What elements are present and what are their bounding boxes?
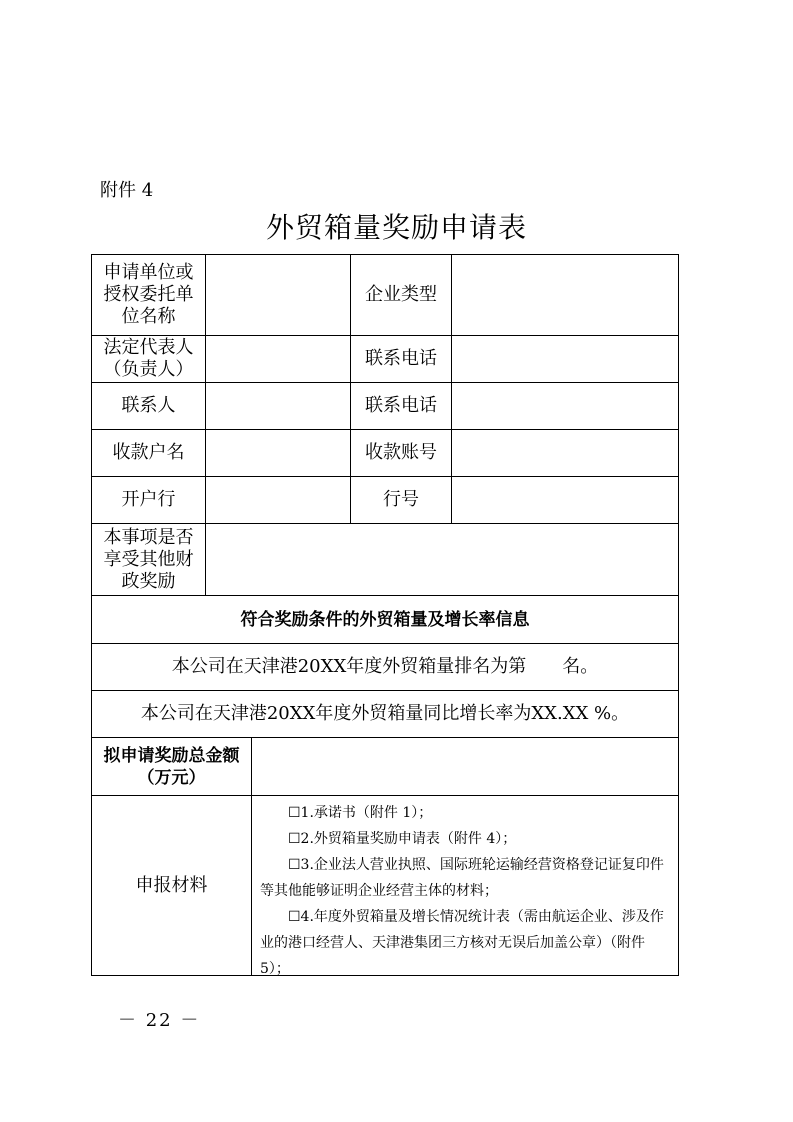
form-row-total xyxy=(92,738,679,796)
total-amount-field[interactable] xyxy=(252,738,679,795)
material-item-3[interactable]: ☐3.企业法人营业执照、国际班轮运输经营资格登记证复印件等其他能够证明企业经营主体的材料； xyxy=(260,857,664,899)
phone-label-1: 联系电话 xyxy=(351,336,452,382)
total-amount-label: 拟申请奖励总金额（万元） xyxy=(92,738,252,795)
form-row-other-subsidy xyxy=(92,524,679,596)
materials-label: 申报材料 xyxy=(92,796,252,975)
phone-label-2: 联系电话 xyxy=(351,383,452,429)
phone-field-2[interactable] xyxy=(452,383,679,429)
payee-label: 收款户名 xyxy=(92,430,206,476)
material-item-4[interactable]: ☐4.年度外贸箱量及增长情况统计表（需由航运企业、涉及作业的港口经营人、天津港集团三方核对无误后加盖公章）（附件 5）； xyxy=(260,909,664,977)
page-number: － 22 － xyxy=(118,1010,201,1031)
bank-field[interactable] xyxy=(206,477,351,523)
application-form xyxy=(91,254,679,976)
form-row-bank xyxy=(92,477,679,524)
company-type-label: 企业类型 xyxy=(351,255,452,335)
bank-label: 开户行 xyxy=(92,477,206,523)
contact-label: 联系人 xyxy=(92,383,206,429)
form-row-legal-rep xyxy=(92,336,679,383)
applicant-field[interactable] xyxy=(206,255,351,335)
applicant-label: 申请单位或授权委托单位名称 xyxy=(92,255,206,335)
payee-field[interactable] xyxy=(206,430,351,476)
material-item-2[interactable]: ☐2.外贸箱量奖励申请表（附件 4）； xyxy=(288,831,517,847)
bank-no-field[interactable] xyxy=(452,477,679,523)
page-title: 外贸箱量奖励申请表 xyxy=(265,211,527,244)
form-row-growth xyxy=(92,691,679,738)
materials-list xyxy=(252,796,679,975)
form-row-materials xyxy=(92,796,679,976)
form-row-payee xyxy=(92,430,679,477)
material-item-1[interactable]: ☐1.承诺书（附件 1）； xyxy=(288,805,433,821)
section-header: 符合奖励条件的外贸箱量及增长率信息 xyxy=(92,596,679,643)
attachment-label: 附件 4 xyxy=(100,180,154,201)
legal-rep-field[interactable] xyxy=(206,336,351,382)
form-row-section-header xyxy=(92,596,679,644)
form-row-applicant xyxy=(92,255,679,336)
growth-statement: 本公司在天津港20XX年度外贸箱量同比增长率为XX.XX %。 xyxy=(92,691,679,737)
company-type-field[interactable] xyxy=(452,255,679,335)
other-subsidy-label: 本事项是否享受其他财政奖励 xyxy=(92,524,206,595)
account-label: 收款账号 xyxy=(351,430,452,476)
other-subsidy-field[interactable] xyxy=(206,524,679,595)
account-field[interactable] xyxy=(452,430,679,476)
form-row-rank xyxy=(92,644,679,691)
contact-field[interactable] xyxy=(206,383,351,429)
form-row-contact xyxy=(92,383,679,430)
rank-statement: 本公司在天津港20XX年度外贸箱量排名为第 名。 xyxy=(92,644,679,690)
bank-no-label: 行号 xyxy=(351,477,452,523)
phone-field-1[interactable] xyxy=(452,336,679,382)
legal-rep-label: 法定代表人（负责人） xyxy=(92,336,206,382)
